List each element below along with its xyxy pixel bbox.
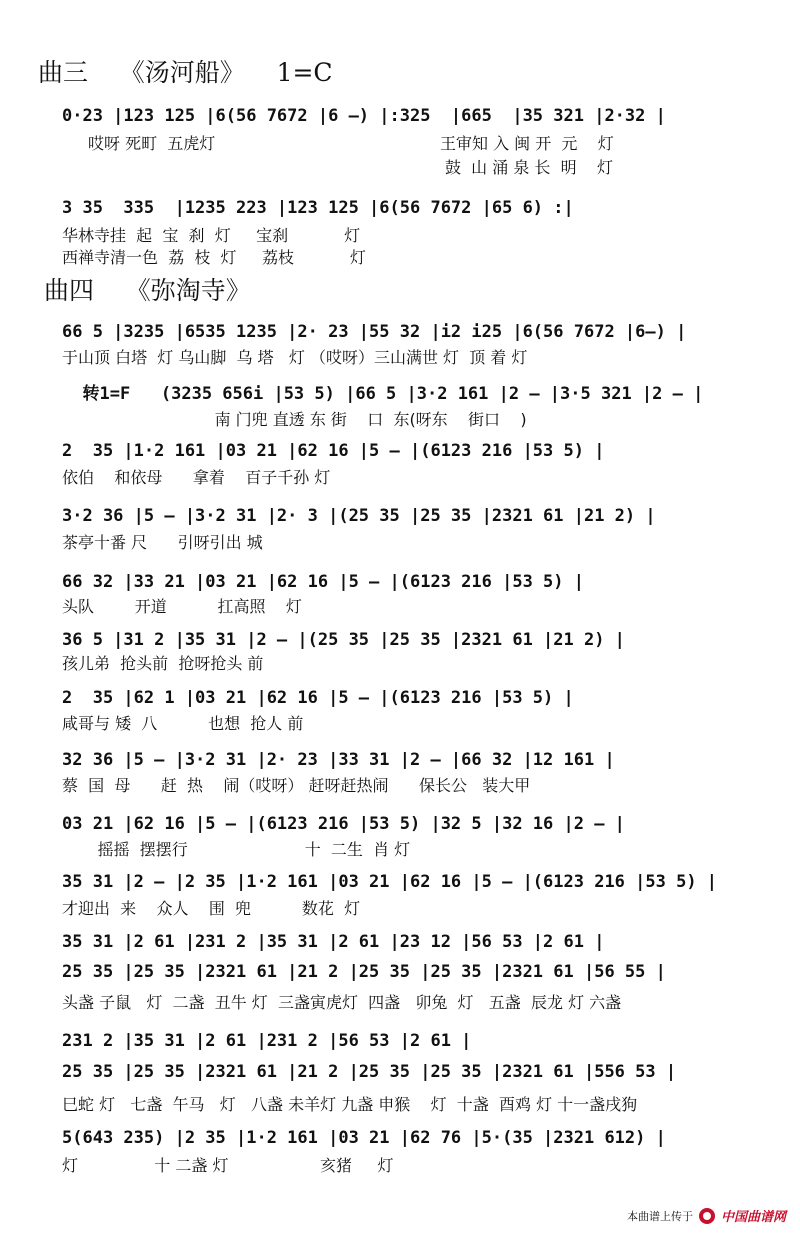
footer [627, 1206, 786, 1225]
s4-row11-accompaniment: 25 35 |25 35 |2321 61 |21 2 |25 35 |25 35 |2321 61 |56 55 | [62, 962, 666, 982]
s4-row5-notes: 66 32 |33 21 |03 21 |62 16 |5 – |(6123 216 |53 5) | [62, 572, 584, 592]
s4-row11-lyrics: 头盏 子鼠 灯 二盏 丑牛 灯 三盏寅虎灯 四盏 卯兔 灯 五盏 辰龙 灯 六盏 [62, 993, 622, 1012]
s4-row13-notes: 5(643 235) |2 35 |1·2 161 |03 21 |62 76 |5·(35 |2321 612) | [62, 1128, 666, 1148]
s4-row9-notes: 03 21 |62 16 |5 – |(6123 216 |53 5) |32 5 |32 16 |2 – | [62, 814, 625, 834]
s4-row3-notes: 2 35 |1·2 161 |03 21 |62 16 |5 – |(6123 216 |53 5) | [62, 441, 605, 461]
s3-row1-lyrics-b: 王审知 入 闽 开 元 灯 [440, 134, 614, 153]
s4-row9-lyrics: 摇摇 摆摆行 十 二生 肖 灯 [62, 840, 411, 859]
s4-row11-notes: 35 31 |2 61 |231 2 |35 31 |2 61 |23 12 |56 53 |2 61 | [62, 932, 605, 952]
s4-row1-notes: 66 5 |3235 |6535 1235 |2· 23 |55 32 |i2 i25 |6(56 7672 |6–) | [62, 322, 687, 342]
s4-row10-notes: 35 31 |2 – |2 35 |1·2 161 |03 21 |62 16 |5 – |(6123 216 |53 5) | [62, 872, 718, 892]
section4-title: 曲四 《弥淘寺》 [44, 276, 251, 305]
site-logo-mark-icon [699, 1208, 715, 1224]
s4-row3-lyrics: 依伯 和依母 拿着 百子千孙 灯 [62, 468, 331, 487]
s4-row4-lyrics: 茶亭十番 尺 引呀引出 城 [62, 533, 263, 552]
section3-title: 曲三 《汤河船》 1=C [38, 58, 333, 87]
s4-row13-lyrics: 灯 十 二盏 灯 亥猪 灯 [62, 1156, 394, 1175]
site-logo-text[interactable]: 中国曲谱网 [720, 1210, 786, 1225]
s4-row2-notes: 转1=F (3235 656i |53 5) |66 5 |3·2 161 |2 – |3·5 321 |2 – | [62, 384, 704, 404]
upload-caption: 本曲谱上传于 [626, 1209, 693, 1223]
s3-row1-lyrics-a: 哎呀 死町 五虎灯 [88, 134, 216, 153]
s4-row1-lyrics: 于山顶 白塔 灯 乌山脚 乌 塔 灯 （哎呀）三山满世 灯 顶 着 灯 [62, 348, 528, 367]
s4-row7-notes: 2 35 |62 1 |03 21 |62 16 |5 – |(6123 216 |53 5) | [62, 688, 574, 708]
s4-row8-notes: 32 36 |5 – |3·2 31 |2· 23 |33 31 |2 – |66 32 |12 161 | [62, 750, 615, 770]
s4-row12-notes: 231 2 |35 31 |2 61 |231 2 |56 53 |2 61 | [62, 1031, 472, 1051]
s4-row4-notes: 3·2 36 |5 – |3·2 31 |2· 3 |(25 35 |25 35 |2321 61 |21 2) | [62, 506, 656, 526]
s4-row6-lyrics: 孩儿弟 抢头前 抢呀抢头 前 [62, 654, 264, 673]
s4-row10-lyrics: 才迎出 来 众人 围 兜 数花 灯 [62, 899, 361, 918]
s4-row8-lyrics: 蔡 国 母 赶 热 闹（哎呀） 赶呀赶热闹 保长公 装大甲 [62, 776, 531, 795]
s4-row6-notes: 36 5 |31 2 |35 31 |2 – |(25 35 |25 35 |2321 61 |21 2) | [62, 630, 625, 650]
s4-row2-lyrics: 南 门兜 直透 东 街 口 东(呀东 街口 ) [62, 410, 527, 429]
s4-row7-lyrics: 咸哥与 矮 八 也想 抢人 前 [62, 714, 304, 733]
s3-row2-lyrics-a: 华林寺挂 起 宝 刹 灯 宝刹 灯 [62, 226, 361, 245]
s4-row12-lyrics: 巳蛇 灯 七盏 午马 灯 八盏 未羊灯 九盏 申猴 灯 十盏 酉鸡 灯 十一盏戌狗 [62, 1095, 638, 1114]
s3-row2-notes: 3 35 335 |1235 223 |123 125 |6(56 7672 |65 6) :| [62, 198, 574, 218]
s3-row1-lyrics-c: 鼓 山 涌 泉 长 明 灯 [445, 158, 613, 177]
s3-row2-lyrics-b: 西禅寺清一色 荔 枝 灯 荔枝 灯 [62, 248, 366, 267]
s4-row12-accompaniment: 25 35 |25 35 |2321 61 |21 2 |25 35 |25 35 |2321 61 |556 53 | [62, 1062, 677, 1082]
s3-row1-notes: 0·23 |123 125 |6(56 7672 |6 –) |:325 |665 |35 321 |2·32 | [62, 106, 666, 126]
s4-row5-lyrics: 头队 开道 扛高照 灯 [62, 597, 302, 616]
